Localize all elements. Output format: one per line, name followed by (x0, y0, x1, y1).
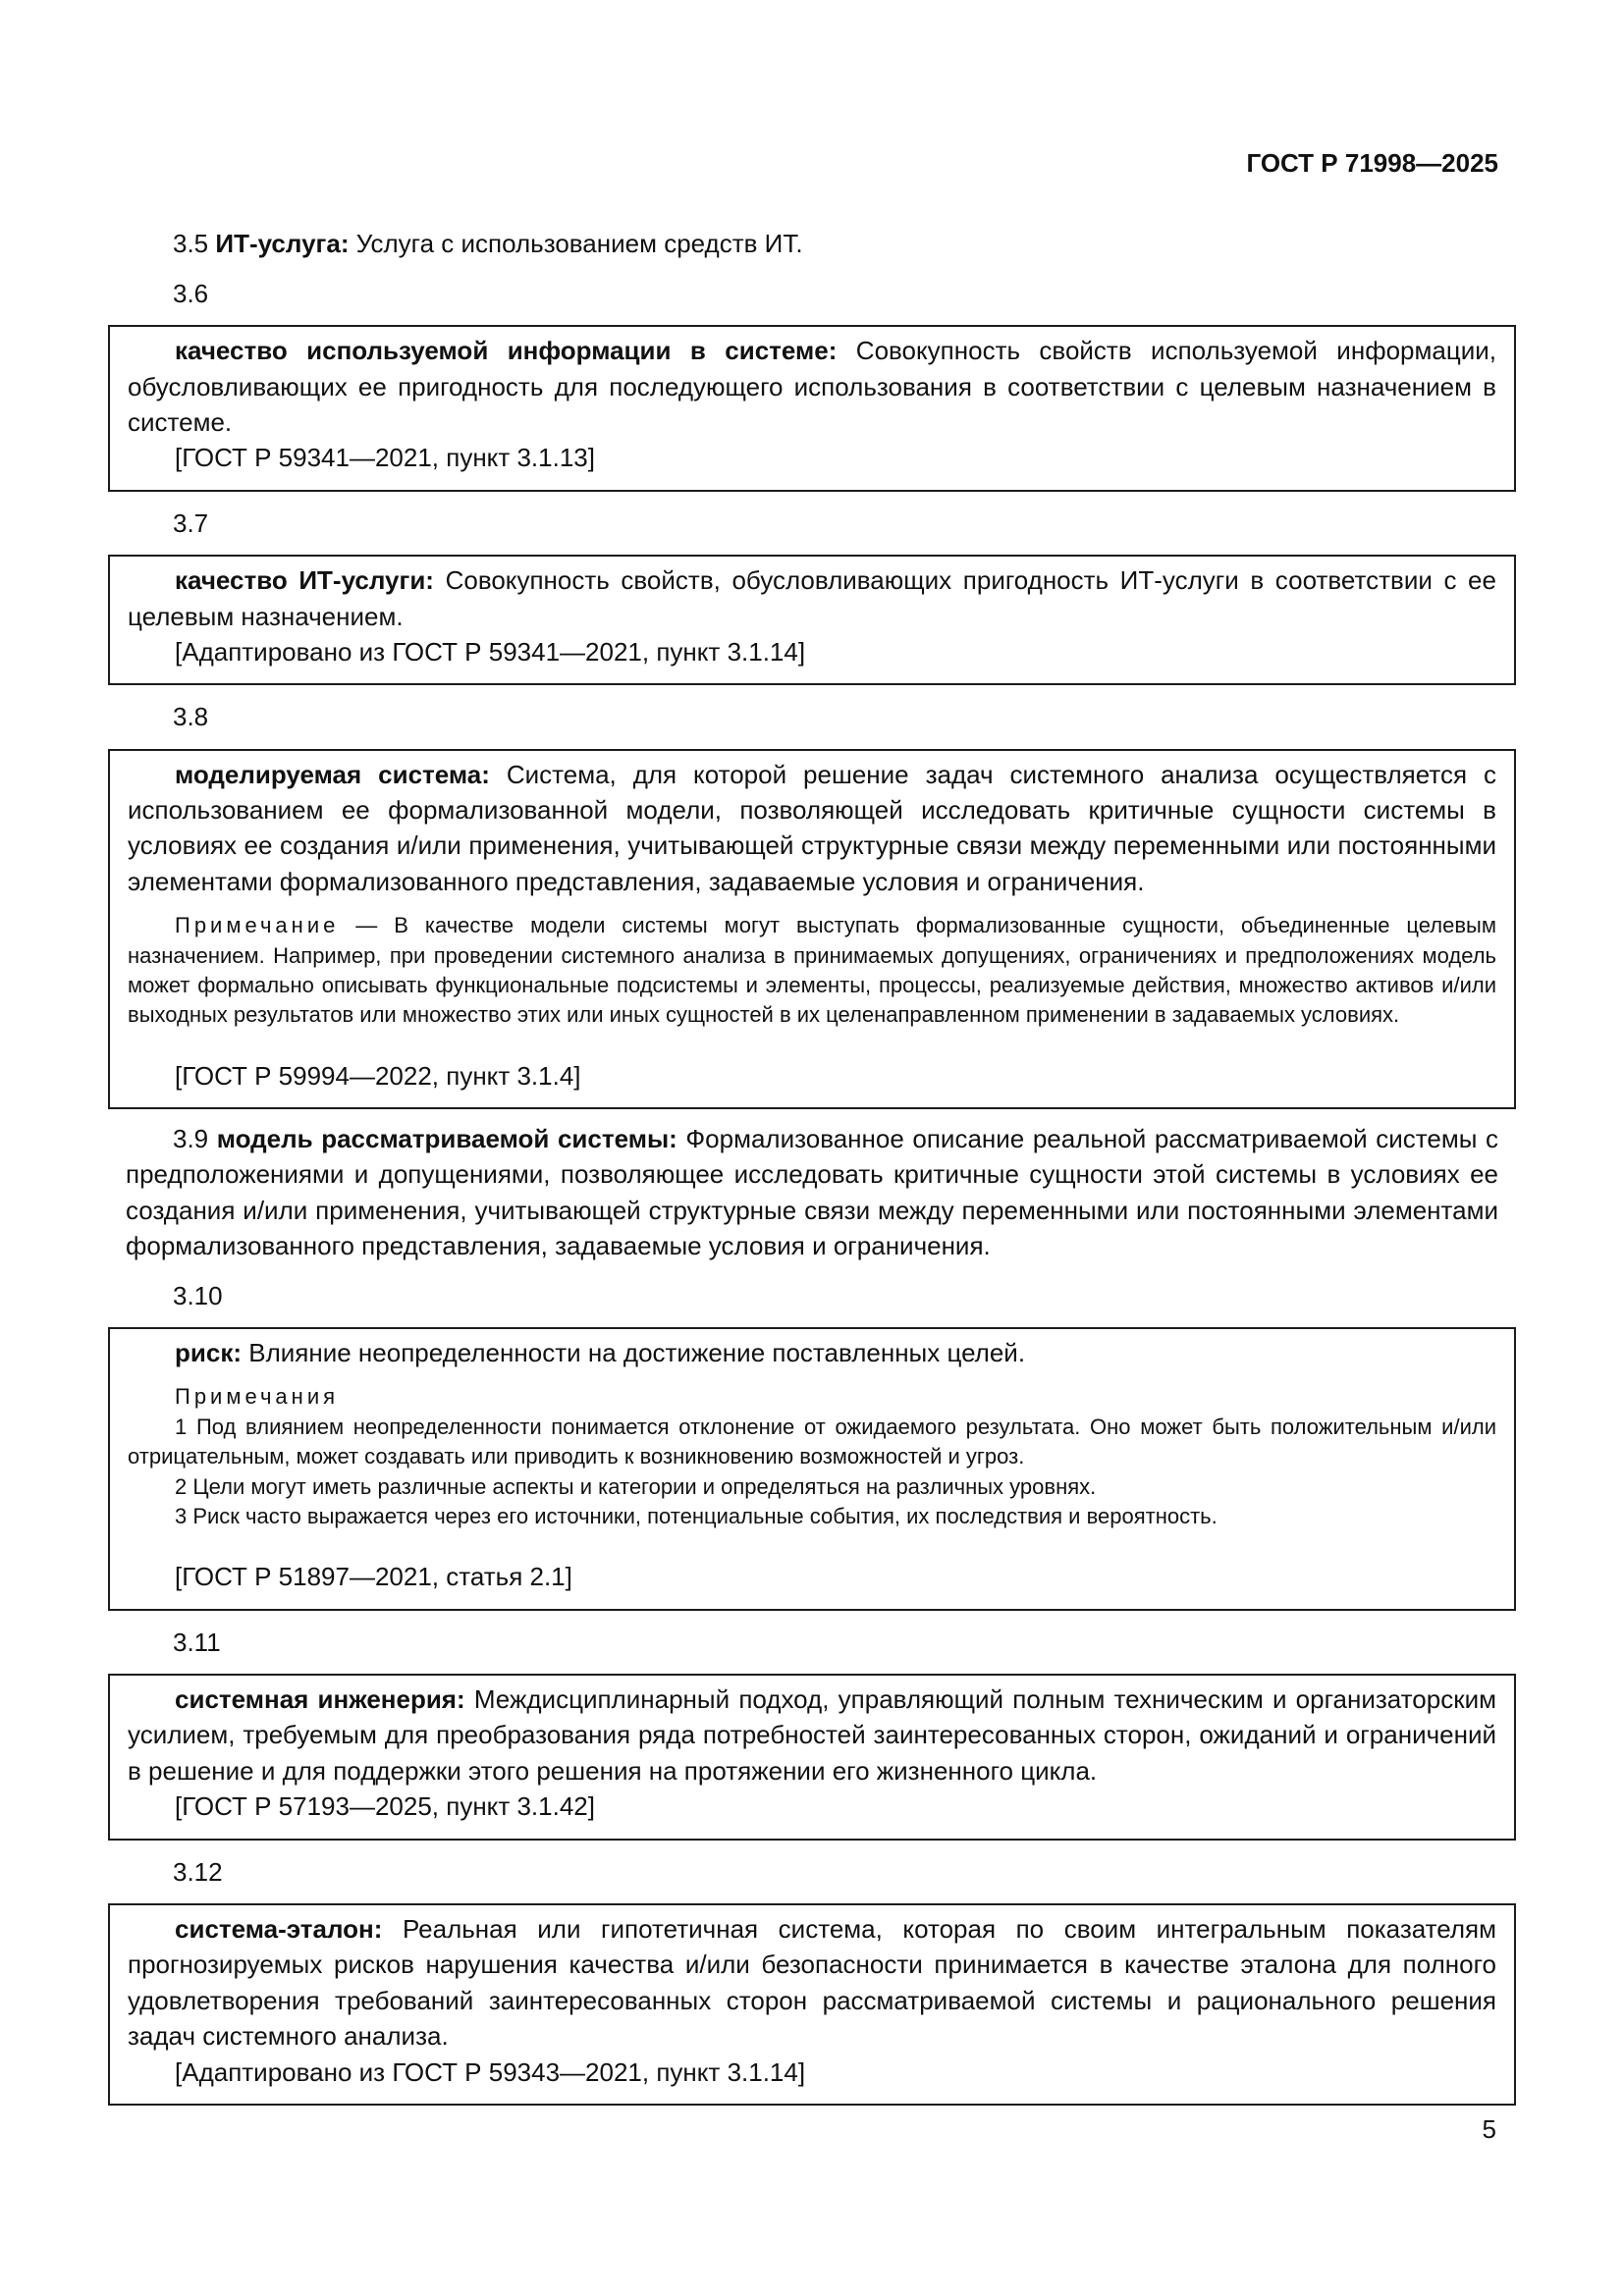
definition-box-systems-engineering (108, 1674, 1516, 1841)
term-definition: Формализованное описание реальной рассматриваемой системы с предположениями и допущениями, позволяющее исследовать критичные сущности этой системы в условиях ее создания и/или применения, учитывающей структурные связи между переменными или постоянными элементами формализованного представления, задаваемые условия и ограничения. (126, 1124, 1498, 1261)
term-number-3-8: 3.8 (173, 702, 209, 732)
box-definition (128, 333, 1496, 440)
term-definition: Междисциплинарный подход, управляющий полным техническим и организаторским усилием, требуемым для преобразования ряда потребностей заинтересованных сторон, ожиданий и ограничений в решение и для поддержки этого решения на протяжении его жизненного цикла. (128, 1684, 1496, 1786)
term-definition: Совокупность свойств, обусловливающих пригодность ИТ-услуги в соответствии с ее целевым назначением. (128, 565, 1496, 631)
term-title: модель рассматриваемой системы: (216, 1124, 677, 1154)
note-label: Примечание (175, 913, 340, 938)
term-definition: Реальная или гипотетичная система, которая по своим интегральным показателям прогнозируемых рисков нарушения качества и/или безопасности принимается в качестве эталона для полного удовлетворения требований заинтересованных сторон рассматриваемой системы и рационального решения задач системного анализа. (128, 1913, 1497, 2052)
term-definition: Совокупность свойств используемой информации, обусловливающих ее пригодность для последующего использования в соответствии с целевым назначением в системе. (128, 336, 1496, 437)
term-definition: Услуга с использованием средств ИТ. (355, 229, 803, 259)
term-number-3-6: 3.6 (173, 278, 209, 308)
source-reference: [ГОСТ Р 59341—2021, пункт 3.1.13] (175, 443, 595, 473)
term-3-5 (126, 226, 1498, 261)
doc-number: ГОСТ Р 71998—2025 (1246, 148, 1498, 178)
term-number: 3.9 (173, 1124, 209, 1154)
note-text: — В качестве модели системы могут выступать формализованные сущности, объединенные целевым назначением. Например, при проведении системного анализа в принимаемых допущениях, ограничениях и предположениях модель может формально описывать функциональные подсистемы и элементы, процессы, реализуемые действия, множество активов и/или выходных результатов или множество этих или иных сущностей в их целенаправленном применении в задаваемых условиях. (128, 913, 1496, 1028)
note-item-1: 1 Под влиянием неопределенности понимается отклонение от ожидаемого результата. Оно может быть положительным и/или отрицательным, может создавать или приводить к возникновению возможностей и угроз. (128, 1414, 1496, 1469)
source-reference: [Адаптировано из ГОСТ Р 59343—2021, пункт 3.1.14] (175, 2056, 806, 2087)
source-reference: [ГОСТ Р 59994—2022, пункт 3.1.4] (175, 1060, 581, 1091)
box-definition (128, 757, 1496, 900)
definition-box-reference-system (108, 1903, 1516, 2106)
term-number-3-11: 3.11 (173, 1627, 221, 1657)
definition-box-risk (108, 1327, 1516, 1611)
page-number: 5 (1482, 2113, 1496, 2144)
box-note (128, 911, 1496, 1030)
note-item-3: 3 Риск часто выражается через его источники, потенциальные события, их последствия и вероятность. (175, 1503, 1218, 1528)
notes-label: Примечания (175, 1384, 340, 1410)
doc-header (126, 145, 1498, 181)
box-definition (128, 1682, 1496, 1789)
term-definition: Влияние неопределенности на достижение поставленных целей. (248, 1338, 1026, 1368)
definition-box-modeled-system (108, 749, 1516, 1109)
box-definition (128, 1911, 1496, 2055)
notes-label-line (128, 1382, 1496, 1412)
term-number-3-10: 3.10 (173, 1280, 223, 1310)
term-definition: Система, для которой решение задач системного анализа осуществляется с использованием ее формализованной модели, позволяющей исследовать критичные сущности системы в условиях ее создания и/или применения, учитывающей структурные связи между переменными или постоянными элементами формализованного представления, задаваемые условия и ограничения. (128, 759, 1496, 896)
term-title: системная инженерия: (175, 1684, 465, 1714)
term-number-3-12: 3.12 (173, 1856, 223, 1887)
source-reference: [ГОСТ Р 57193—2025, пункт 3.1.42] (175, 1791, 595, 1822)
term-number-3-7: 3.7 (173, 507, 209, 538)
definition-box-quality-info (108, 325, 1516, 492)
term-title: ИТ-услуга: (215, 229, 350, 259)
source-reference: [Адаптировано из ГОСТ Р 59341—2021, пункт 3.1.14] (175, 636, 806, 667)
term-title: моделируемая система: (175, 759, 490, 789)
term-title: система-эталон: (175, 1913, 383, 1944)
term-3-9 (126, 1121, 1498, 1264)
term-number: 3.5 (173, 229, 209, 259)
box-definition (128, 562, 1496, 634)
term-title: качество используемой информации в системе: (175, 336, 838, 366)
source-reference: [ГОСТ Р 51897—2021, статья 2.1] (175, 1562, 572, 1592)
box-definition (128, 1335, 1496, 1370)
term-title: качество ИТ-услуги: (175, 565, 434, 596)
term-title: риск: (175, 1338, 242, 1368)
definition-box-quality-it (108, 555, 1516, 685)
note-item-2: 2 Цели могут иметь различные аспекты и категории и определяться на различных уровнях. (175, 1473, 1097, 1499)
